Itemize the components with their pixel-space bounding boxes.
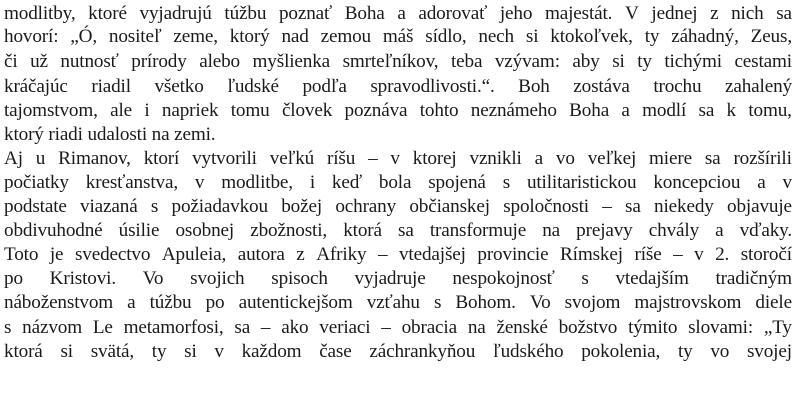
word: a (715, 220, 724, 241)
word: sídlo, (425, 26, 467, 47)
word: si (184, 341, 197, 362)
text-line (4, 76, 792, 98)
word: veriaci (319, 317, 371, 338)
word: nad (281, 26, 309, 47)
word: tomu (230, 100, 270, 121)
word: zbožnosti, (250, 220, 328, 241)
word: sa (704, 148, 721, 169)
word: vyjadruje (354, 268, 426, 289)
word: podľa (302, 76, 347, 97)
word: a (621, 100, 630, 121)
word: provincie (477, 244, 549, 265)
word: Vo (529, 292, 551, 313)
word: a (757, 172, 766, 193)
word: nespokojnosť (452, 268, 555, 289)
word: myšlienka (252, 51, 331, 72)
word: modlitbe, (221, 172, 293, 193)
word: svojich (190, 268, 245, 289)
word: sa (398, 220, 414, 241)
word: ktorí (143, 148, 180, 169)
word: ty (644, 26, 660, 47)
word: si (60, 341, 73, 362)
word: sa (234, 317, 251, 338)
word: na (542, 220, 561, 241)
word: spravodlivosti.“. (370, 76, 495, 97)
word: veľkú (269, 148, 315, 169)
text-line (4, 220, 792, 242)
word: ktorej (412, 148, 457, 169)
word: Aj (4, 148, 23, 169)
word: trochu (653, 76, 702, 97)
word: 2. (715, 244, 730, 265)
word: svätá, (90, 341, 135, 362)
word: vznikli (469, 148, 522, 169)
word: svojej (746, 341, 792, 362)
word: je (49, 244, 64, 265)
text-line (4, 3, 792, 25)
word: pokolenia, (581, 341, 661, 362)
word: ty (151, 341, 167, 362)
word: záhadný, (671, 26, 739, 47)
word: metamorfosi, (123, 317, 224, 338)
word: Boha (344, 3, 385, 24)
word: veľkej (587, 148, 637, 169)
word: po (205, 292, 225, 313)
word: obdivuhodné (4, 220, 103, 241)
word: – (378, 244, 388, 265)
word: vďaky. (739, 220, 792, 241)
word: Kristovi. (49, 268, 116, 289)
word: zemou (320, 26, 372, 47)
word: tajomstvom, (4, 100, 98, 121)
word: modlí (642, 100, 687, 121)
text-line (4, 196, 792, 218)
word: tohto (419, 100, 459, 121)
word: rozšírili (733, 148, 792, 169)
word: s (581, 268, 589, 289)
word: ty (677, 341, 693, 362)
word: spisoch (271, 268, 328, 289)
word: u (35, 148, 46, 169)
word: – (673, 244, 683, 265)
word: storočí (740, 244, 792, 265)
word: ochrany (335, 196, 397, 217)
word: Apuleia, (161, 244, 227, 265)
word: poznáva (344, 100, 408, 121)
word: ríšu (326, 148, 356, 169)
word: sa (625, 196, 641, 217)
word: ako (281, 317, 309, 338)
word: túžbu (149, 292, 192, 313)
word: alebo (199, 51, 241, 72)
word: kresťanstva, (85, 172, 178, 193)
word: z (710, 3, 719, 24)
word: v (390, 148, 400, 169)
word: vo (555, 148, 575, 169)
text-line (4, 51, 792, 73)
word: tradičným (715, 268, 792, 289)
word: v (214, 341, 224, 362)
word: tichými (664, 51, 722, 72)
word: ty (637, 51, 652, 72)
word: napriek (161, 100, 219, 121)
word: jeho (499, 3, 533, 24)
word: Zeus, (750, 26, 792, 47)
word: Afriky (316, 244, 367, 265)
word: riadil (91, 76, 131, 97)
word: a (127, 292, 136, 313)
word: ktorá (4, 341, 43, 362)
word: v (782, 172, 792, 193)
word: osobnej (175, 220, 235, 241)
word: „Ty (763, 317, 792, 338)
word: túžbu (224, 3, 267, 24)
text-line (4, 317, 792, 339)
word: – (381, 317, 391, 338)
word: objavuje (727, 196, 792, 217)
text-line (4, 268, 792, 290)
word: poznať (278, 3, 333, 24)
word: s (4, 317, 12, 338)
text-line (4, 244, 792, 266)
word: kráčajúc (4, 76, 68, 97)
word: božej (281, 196, 323, 217)
word: božstvo (558, 317, 618, 338)
word: sa (776, 3, 792, 24)
word: si (612, 51, 625, 72)
word: sa (698, 100, 715, 121)
word: adorovať (418, 3, 488, 24)
word: si (525, 26, 539, 47)
word: Rimanov, (58, 148, 131, 169)
word: majestát. (544, 3, 613, 24)
word: miere (649, 148, 692, 169)
word: zostáva (573, 76, 630, 97)
word: keď (331, 172, 362, 193)
word: Boha (569, 100, 610, 121)
word: s (502, 172, 511, 193)
text-line (4, 172, 792, 194)
word: týmito (628, 317, 678, 338)
word: ale (110, 100, 133, 121)
word: človek (281, 100, 333, 121)
word: ktoré (88, 3, 127, 24)
word: hovorí: (4, 26, 59, 47)
word: – (368, 148, 378, 169)
word: prejavy (576, 220, 633, 241)
word: ktokoľvek, (550, 26, 633, 47)
word: vzývam: (494, 51, 560, 72)
word: s (150, 196, 159, 217)
word: občianskej (409, 196, 490, 217)
word: názvom (22, 317, 82, 338)
word: smrteľníkov, (342, 51, 439, 72)
word: vo (710, 341, 730, 362)
text-line (4, 341, 792, 363)
word: ľudského (492, 341, 564, 362)
word: – (602, 196, 612, 217)
word: tomu, (748, 100, 792, 121)
word: čase (319, 341, 352, 362)
word: obracia (401, 317, 457, 338)
word: nech (478, 26, 514, 47)
word: autentickejšom (238, 292, 353, 313)
word: slovami: (688, 317, 753, 338)
word: diele (755, 292, 792, 313)
word: nutnosť (60, 51, 119, 72)
word: na (467, 317, 486, 338)
word: podstate (4, 196, 67, 217)
word: s (433, 292, 442, 313)
word: a (534, 148, 544, 169)
word: niekedy (654, 196, 714, 217)
word: počiatky (4, 172, 69, 193)
word: máš (382, 26, 414, 47)
word: prírody (131, 51, 187, 72)
word: Toto (4, 244, 39, 265)
word: V (625, 3, 639, 24)
word: svedectvo (74, 244, 151, 265)
text-line (4, 100, 792, 122)
word: aby (572, 51, 600, 72)
word: cestami (734, 51, 792, 72)
word: či (4, 51, 18, 72)
word: – (260, 317, 271, 338)
word: „Ó, (70, 26, 98, 47)
word: Vo (142, 268, 164, 289)
word: bola (378, 172, 412, 193)
word: ktorý (229, 26, 270, 47)
word: spoločnosti (503, 196, 589, 217)
word: koncepciou (653, 172, 741, 193)
word: v (194, 172, 205, 193)
word: jednej (651, 3, 698, 24)
word: úsilie (118, 220, 160, 241)
word: Bohom. (455, 292, 516, 313)
word: neznámeho (470, 100, 557, 121)
word: už (30, 51, 48, 72)
word: spojená (428, 172, 486, 193)
word: vytvorili (192, 148, 257, 169)
word: svojom (564, 292, 621, 313)
word: teba (450, 51, 483, 72)
word: z (296, 244, 305, 265)
text-line: ktorý riadi udalosti na zemi. (4, 124, 216, 145)
text-line (4, 148, 792, 170)
word: vzťahu (366, 292, 420, 313)
word: modlitby, (4, 3, 76, 24)
word: zeme, (173, 26, 218, 47)
word: majstrovskom (634, 292, 742, 313)
text-line (4, 292, 792, 314)
word: autora (237, 244, 285, 265)
word: ktorá (343, 220, 382, 241)
word: zahalený (724, 76, 792, 97)
word: k (726, 100, 736, 121)
word: ľudské (227, 76, 279, 97)
word: viazaná (80, 196, 138, 217)
word: vtedajšej (398, 244, 466, 265)
word: Le (92, 317, 113, 338)
word: Boh (518, 76, 550, 97)
word: vtedajším (615, 268, 689, 289)
word: náboženstvom (4, 292, 114, 313)
word: po (4, 268, 23, 289)
word: transformuje (429, 220, 527, 241)
word: utilitaristickou (526, 172, 637, 193)
word: Rímskej (560, 244, 623, 265)
word: i (309, 172, 315, 193)
word: nositeľ (108, 26, 162, 47)
word: chvály (648, 220, 700, 241)
word: požiadavkou (171, 196, 268, 217)
word: i (144, 100, 150, 121)
word: a (397, 3, 406, 24)
word: v (694, 244, 704, 265)
word: ženské (496, 317, 548, 338)
word: všetko (154, 76, 204, 97)
word: nich (731, 3, 764, 24)
word: ríše (634, 244, 662, 265)
text-line (4, 26, 792, 48)
word: záchrankyňou (369, 341, 476, 362)
word: vyjadrujú (139, 3, 212, 24)
word: každom (241, 341, 302, 362)
